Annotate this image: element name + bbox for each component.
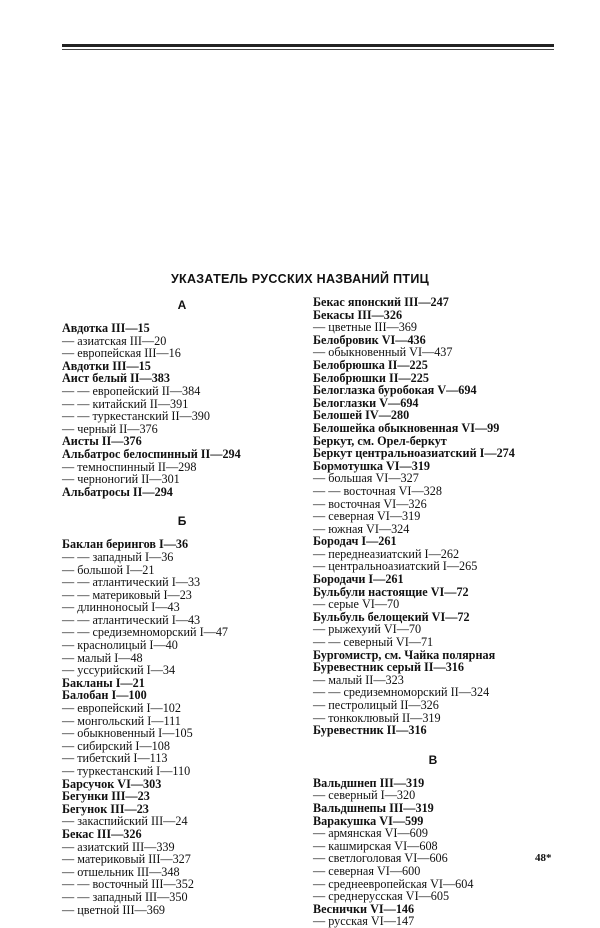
index-entry: Бормотушка VI—319	[313, 458, 431, 473]
index-entry: Бородачи I—261	[313, 572, 404, 587]
index-entry: Барсучок VI—303	[62, 776, 162, 791]
index-entry: — большая VI—327	[313, 471, 419, 486]
section-letter-a: А	[177, 298, 187, 312]
index-entry: Бекасы III—326	[313, 307, 403, 322]
index-entry: — закаспийский III—24	[62, 814, 188, 829]
index-entry: — светлоголовая VI—606	[313, 851, 448, 866]
index-entry: — обыкновенный VI—437	[313, 345, 453, 360]
index-entry: — туркестанский I—110	[62, 764, 191, 778]
index-entry: — уссурийский I—34	[62, 663, 176, 678]
index-entry: — цветной III—369	[62, 902, 166, 917]
index-entry: — темноспинный II—298	[62, 459, 197, 474]
left-column	[62, 296, 302, 916]
section-letter-b: Б	[177, 514, 187, 529]
index-entry: — сибирский I—108	[62, 738, 170, 753]
index-entry: Белобрюшка II—225	[313, 357, 428, 372]
index-entry: — монгольский I—111	[62, 713, 181, 728]
index-entry: — — китайский II—391	[62, 396, 189, 411]
index-entry: — отшельник III—348	[62, 864, 180, 879]
index-entry: — большой I—21	[62, 562, 155, 577]
index-entry: Аисты II—376	[62, 434, 142, 449]
index-entry: — европейская III—16	[62, 346, 181, 361]
index-entry: Баклан берингов I—36	[62, 537, 189, 552]
section-v-entries	[313, 777, 553, 928]
index-entry: — северная VI—319	[313, 509, 421, 524]
index-entry: — русская VI—147	[313, 914, 415, 928]
index-entry: Бекас III—326	[62, 826, 142, 841]
section-a-entries	[62, 322, 302, 498]
index-entry: Бегунок III—23	[62, 801, 149, 816]
index-entry: — — средиземноморский I—47	[62, 625, 229, 640]
index-entry: Веснички VI—146	[313, 901, 415, 916]
index-entry: — европейский I—102	[62, 701, 181, 716]
index-entry: — армянская VI—609	[313, 826, 428, 841]
index-entry: — — северный VI—71	[313, 635, 434, 650]
index-entry: — малый I—48	[62, 650, 143, 665]
index-entry: — южная VI—324	[313, 521, 410, 536]
index-entry: Буревестник серый II—316	[313, 660, 464, 675]
index-entry: Белоглазка буробокая V—694	[313, 383, 477, 398]
index-entry: Альбатросы II—294	[62, 484, 173, 499]
index-entry: — — средиземноморский II—324	[313, 685, 490, 700]
index-entry: Бульбули настоящие VI—72	[313, 584, 469, 599]
index-entry: Бургомистр, см. Чайка полярная	[313, 647, 496, 662]
index-entry: — — западный III—350	[62, 889, 188, 904]
index-entry: Бегунки III—23	[62, 789, 150, 804]
index-entry: — тибетский I—113	[62, 751, 168, 766]
section-b-entries	[62, 538, 302, 916]
index-entry: — — атлантический I—43	[62, 612, 201, 627]
index-entry: Альбатрос белоспинный II—294	[62, 446, 241, 461]
index-entry: Белоглазки V—694	[313, 395, 419, 410]
index-entry: Авдотки III—15	[62, 358, 151, 373]
index-entry: — северная VI—600	[313, 863, 421, 878]
index-entry: Авдотка III—15	[62, 321, 150, 335]
index-entry: — — западный I—36	[62, 549, 174, 564]
index-entry: — — материковый I—23	[62, 587, 192, 602]
index-entry: Вальдшнеп III—319	[313, 775, 425, 790]
section-letter-v: В	[428, 752, 438, 767]
index-entry: Буревестник II—316	[313, 723, 427, 738]
index-entry: Бакланы I—21	[62, 675, 145, 690]
index-entry: Балобан I—100	[62, 688, 147, 703]
index-entry: Белошей IV—280	[313, 408, 410, 423]
index-entry: — азиатский III—339	[62, 839, 175, 854]
index-entry: — — восточный III—352	[62, 877, 194, 892]
index-entry: — — восточная VI—328	[313, 483, 442, 498]
index-entry: — краснолицый I—40	[62, 638, 178, 653]
index-entry: — северный I—320	[313, 788, 416, 803]
index-entry: — — европейский II—384	[62, 383, 201, 398]
index-entry: — черноногий II—301	[62, 472, 180, 487]
index-entry: — среднеевропейская VI—604	[313, 876, 474, 891]
index-entry: Белошейка обыкновенная VI—99	[313, 420, 500, 435]
index-entry: — длинноносый I—43	[62, 600, 180, 615]
index-entry: Белобрюшки II—225	[313, 370, 429, 385]
index-entry: — кашмирская VI—608	[313, 838, 438, 853]
index-entry: Бульбуль белощекий VI—72	[313, 609, 470, 624]
index-entry: — восточная VI—326	[313, 496, 427, 511]
index-entry: — материковый III—327	[62, 852, 191, 867]
index-entry: — среднерусская VI—605	[313, 889, 450, 904]
index-entry: Бекас японский III—247	[313, 295, 449, 309]
page-number: 48*	[535, 852, 552, 864]
index-title: УКАЗАТЕЛЬ РУССКИХ НАЗВАНИЙ ПТИЦ	[170, 272, 430, 286]
index-entry: — черный II—376	[62, 421, 158, 436]
index-entry: — малый II—323	[313, 672, 404, 687]
index-entry: — тонкоклювый II—319	[313, 710, 441, 725]
index-entry: Беркут, см. Орел-беркут	[313, 433, 447, 448]
index-entry: — — атлантический I—33	[62, 575, 201, 590]
top-rule	[62, 44, 554, 47]
index-entry: — пестролицый II—326	[313, 698, 439, 712]
index-entry: Бородач I—261	[313, 534, 397, 549]
index-entry: — серые VI—70	[313, 597, 400, 612]
index-entry: — рыжехуий VI—70	[313, 622, 422, 637]
right-column	[313, 296, 553, 928]
index-entry: — цветные III—369	[313, 320, 417, 335]
index-entry: — центральноазиатский I—265	[313, 559, 478, 574]
index-entry: Беркут центральноазиатский I—274	[313, 446, 515, 461]
index-entry: — азиатская III—20	[62, 333, 167, 348]
index-entry: Аист белый II—383	[62, 371, 170, 386]
index-entry: Варакушка VI—599	[313, 813, 424, 828]
index-entry: Белобровик VI—436	[313, 332, 426, 347]
index-entry: Вальдшнепы III—319	[313, 800, 434, 815]
index-entry: — переднеазиатский I—262	[313, 546, 460, 561]
index-entry: — — туркестанский II—390	[62, 409, 210, 424]
index-entry: — обыкновенный I—105	[62, 726, 193, 741]
right-top-entries	[313, 296, 553, 737]
